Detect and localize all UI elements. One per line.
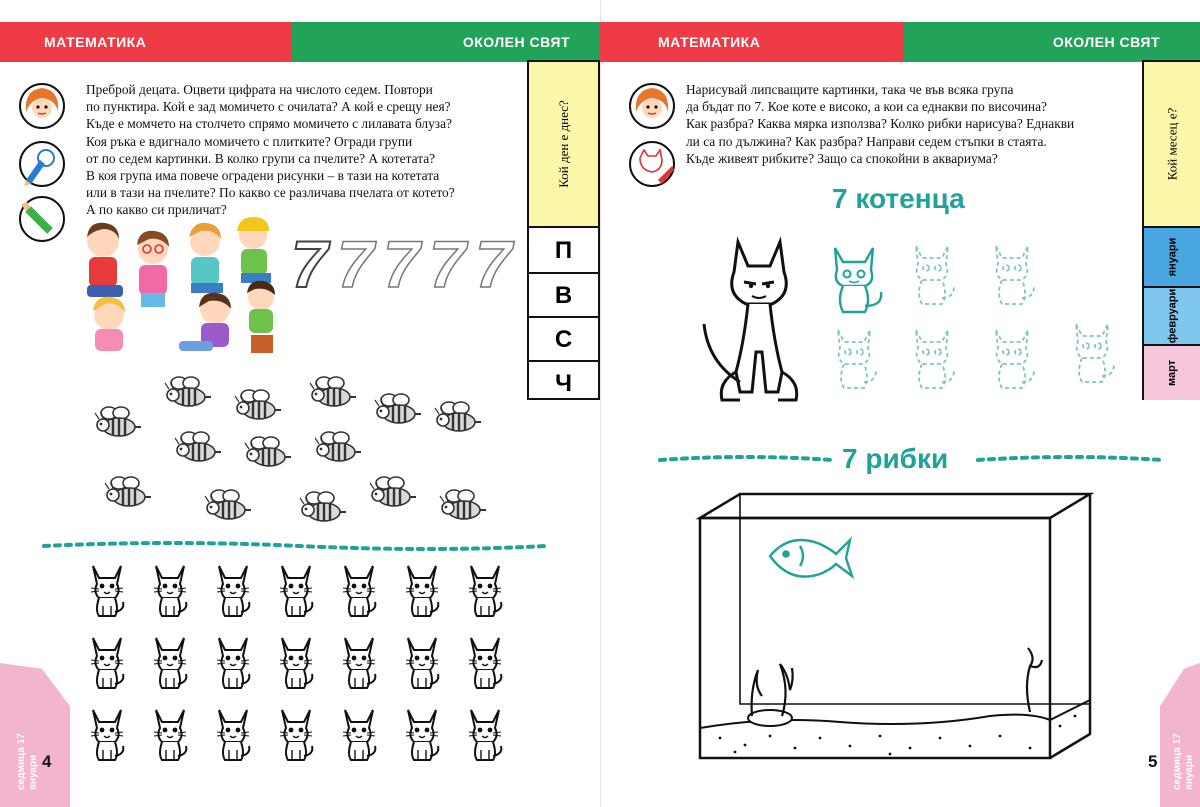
footer-week: седмица 17 (1172, 733, 1183, 790)
tracing-sevens (291, 226, 519, 302)
day-question: Кой ден е днес? (555, 100, 571, 188)
subject-math-label: МАТЕМАТИКА (658, 34, 761, 50)
instruction-line: А по какво си приличат? (86, 202, 227, 218)
instruction-line: Как разбра? Каква мярка използва? Колко рибки нарисува? Еднакви (686, 116, 1075, 132)
girl-face-icon (628, 82, 676, 130)
instruction-line: Коя ръка е вдигнало момичето с плитките? Огради групи (86, 133, 413, 149)
children-illustration (75, 215, 290, 360)
banner-math-right (600, 22, 910, 62)
instruction-line: по пунктира. Кой е зад момичето с очилата? А кой е срещу нея? (86, 99, 451, 115)
page-number-left: 4 (42, 752, 52, 771)
subject-math-label: МАТЕМАТИКА (44, 34, 147, 50)
page-number-right: 5 (1148, 752, 1158, 771)
day-label: Ч (555, 370, 572, 397)
subject-world-label: ОКОЛЕН СВЯТ (462, 34, 570, 50)
day-panel (527, 60, 600, 400)
instruction-line: ли са по дължина? Как разбра? Направи седем стъпки в стаята. (686, 133, 1047, 149)
instruction-line: Нарисувай липсващите картинки, така че във всяка група (686, 82, 1014, 97)
kittens-title: 7 котенца (832, 183, 965, 214)
instruction-line: да бъдат по 7. Кое коте е високо, а кои са еднакви по височина? (686, 99, 1047, 115)
green-crayon-icon (18, 195, 66, 243)
banner-world-left (292, 22, 600, 62)
day-label: С (554, 326, 573, 353)
dashed-kittens (830, 240, 1130, 400)
tracing-digit-filled[interactable]: 7 (291, 227, 328, 301)
instruction-line: В коя група има повече оградени рисунки – в тази на котетата (86, 168, 440, 184)
month-january[interactable] (1144, 228, 1200, 286)
footer-week: седмица 17 (16, 733, 27, 790)
dotted-divider (40, 540, 550, 552)
page-gutter (600, 0, 601, 807)
banner-world-right (904, 22, 1200, 62)
instruction-line: или в тази на пчелите? По какво се различава пчелата от котето? (86, 185, 455, 201)
tracing-digit-dashed[interactable]: 7 (475, 227, 512, 301)
month-label: март (1165, 359, 1178, 387)
left-instructions (86, 81, 516, 219)
girl-face-icon (18, 82, 66, 130)
month-label: януари (1165, 237, 1178, 277)
month-february[interactable] (1144, 286, 1200, 344)
tracing-digit-dashed[interactable]: 7 (383, 227, 420, 301)
teal-fish (770, 540, 852, 577)
instruction-line: Къде живеят рибките? Защо са спокойни в аквариума? (686, 150, 998, 166)
tracing-digit-dashed[interactable]: 7 (337, 227, 374, 301)
day-question-box (529, 62, 598, 228)
day-wednesday[interactable] (529, 316, 598, 362)
month-march[interactable] (1144, 344, 1200, 400)
month-question: Кой месец е? (1164, 107, 1179, 181)
banner-math-left (0, 22, 298, 62)
month-question-box (1144, 62, 1200, 228)
day-thursday[interactable] (529, 360, 598, 406)
bees-group (85, 370, 505, 530)
day-monday[interactable] (529, 228, 598, 274)
tracing-digit-dashed[interactable]: 7 (429, 227, 466, 301)
month-panel (1142, 60, 1200, 400)
draw-cat-pencil-icon (628, 140, 676, 188)
instruction-line: от по седем картинки. В колко групи са пчелите? А котетата? (86, 150, 436, 166)
cats-grid (85, 558, 530, 788)
instruction-line: Къде е момчето на столчето спрямо момичето с лилавата блуза? (86, 116, 452, 132)
tall-cat-drawing (700, 232, 815, 410)
footer-month: януари (1184, 754, 1195, 790)
month-label: февруари (1165, 288, 1178, 344)
day-label: В (554, 282, 573, 309)
fish-title: 7 рибки (842, 443, 949, 474)
subject-world-label: ОКОЛЕН СВЯТ (1052, 34, 1160, 50)
instruction-line: Преброй децата. Оцвети цифрата на числото седем. Повтори (86, 82, 433, 97)
day-tuesday[interactable] (529, 272, 598, 318)
footer-week-month-left (16, 733, 40, 790)
footer-week-month-right (1172, 733, 1196, 790)
pencil-circle-icon (18, 140, 66, 188)
day-label: П (554, 237, 573, 264)
footer-month: януари (28, 754, 39, 790)
aquarium-drawing (690, 490, 1130, 770)
right-instructions (686, 81, 1136, 167)
